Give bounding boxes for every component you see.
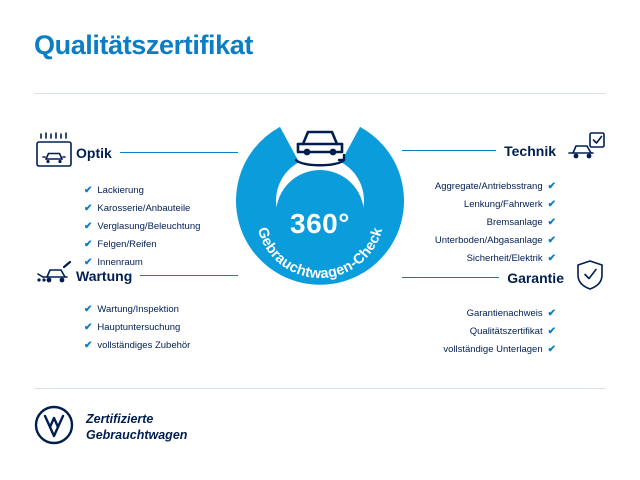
check-icon: ✔ [84, 304, 93, 315]
list-item [394, 327, 556, 337]
check-icon: ✔ [84, 340, 93, 351]
list-item [394, 200, 556, 210]
svg-text:Gebrauchtwagen-Check: Gebrauchtwagen-Check [253, 225, 387, 283]
list-item-label: vollständiges Zubehör [97, 340, 191, 352]
car-wash-icon [34, 131, 76, 174]
section-garantie [394, 258, 606, 363]
list-item [394, 218, 556, 228]
list-item [84, 341, 246, 351]
check-icon: ✔ [547, 308, 556, 319]
section-wartung-list [34, 305, 246, 351]
check-icon: ✔ [547, 181, 556, 192]
section-garantie-title: Garantie [507, 269, 564, 286]
list-item [84, 204, 246, 214]
section-optik [34, 131, 246, 276]
list-item-label: Karosserie/Anbauteile [97, 203, 191, 215]
section-wartung-title: Wartung [76, 267, 133, 284]
vw-logo-icon [34, 405, 74, 450]
check-icon: ✔ [547, 344, 556, 355]
check-icon: ✔ [547, 235, 556, 246]
list-item-label: Aggregate/Antriebsstrang [434, 181, 543, 193]
check-icon: ✔ [84, 322, 93, 333]
footer-line-1: Zertifizierte [86, 411, 154, 426]
footer-text [86, 412, 187, 443]
list-item-label: Felgen/Reifen [97, 239, 157, 251]
title-divider [34, 93, 606, 94]
check-icon: ✔ [547, 326, 556, 337]
list-item [84, 222, 246, 232]
list-item [84, 305, 246, 315]
section-optik-header [34, 131, 246, 174]
list-item-label: vollständige Unterlagen [443, 344, 543, 356]
check-icon: ✔ [84, 221, 93, 232]
footer [34, 405, 187, 450]
list-item-label: Qualitätszertifikat [469, 326, 543, 338]
list-item-label: Innenraum [97, 257, 143, 269]
car-check-icon [564, 131, 606, 170]
list-item [394, 345, 556, 355]
list-item-label: Bremsanlage [486, 217, 543, 229]
list-item-label: Verglasung/Beleuchtung [97, 221, 201, 233]
degrees-label: 360° [290, 208, 350, 239]
list-item-label: Wartung/Inspektion [97, 304, 179, 316]
list-item-label: Garantienachweis [466, 308, 543, 320]
list-item-label: Lenkung/Fahrwerk [463, 199, 543, 211]
section-wartung-rule [140, 275, 238, 276]
check-icon: ✔ [547, 199, 556, 210]
360-check-badge [232, 112, 408, 288]
arc-label [232, 112, 408, 288]
section-technik-header [394, 131, 606, 170]
list-item [84, 240, 246, 250]
shield-check-icon [574, 258, 606, 297]
list-item-label: Hauptuntersuchung [97, 322, 181, 334]
section-wartung-header [34, 258, 246, 293]
section-garantie-list [394, 309, 606, 355]
section-garantie-header [394, 258, 606, 297]
section-optik-rule [120, 152, 238, 153]
list-item [394, 182, 556, 192]
section-wartung [34, 258, 246, 359]
list-item [84, 186, 246, 196]
list-item [394, 309, 556, 319]
section-technik-title: Technik [504, 142, 556, 159]
footer-line-2: Gebrauchtwagen [86, 427, 188, 442]
check-icon: ✔ [84, 203, 93, 214]
check-icon: ✔ [547, 217, 556, 228]
section-optik-list [34, 186, 246, 268]
check-icon: ✔ [547, 253, 556, 264]
page-title: Qualitätszertifikat [34, 30, 253, 60]
list-item [84, 323, 246, 333]
section-technik-rule [402, 150, 496, 151]
check-icon: ✔ [84, 239, 93, 250]
section-optik-title: Optik [76, 144, 112, 161]
list-item-label: Sicherheit/Elektrik [466, 253, 543, 265]
section-technik-list [394, 182, 606, 264]
list-item [394, 236, 556, 246]
section-technik [394, 131, 606, 272]
section-garantie-rule [402, 277, 499, 278]
check-icon: ✔ [84, 257, 93, 268]
list-item-label: Unterboden/Abgasanlage [434, 235, 543, 247]
list-item-label: Lackierung [97, 185, 144, 197]
car-service-icon [34, 258, 76, 293]
check-icon: ✔ [84, 185, 93, 196]
footer-divider [34, 388, 606, 389]
